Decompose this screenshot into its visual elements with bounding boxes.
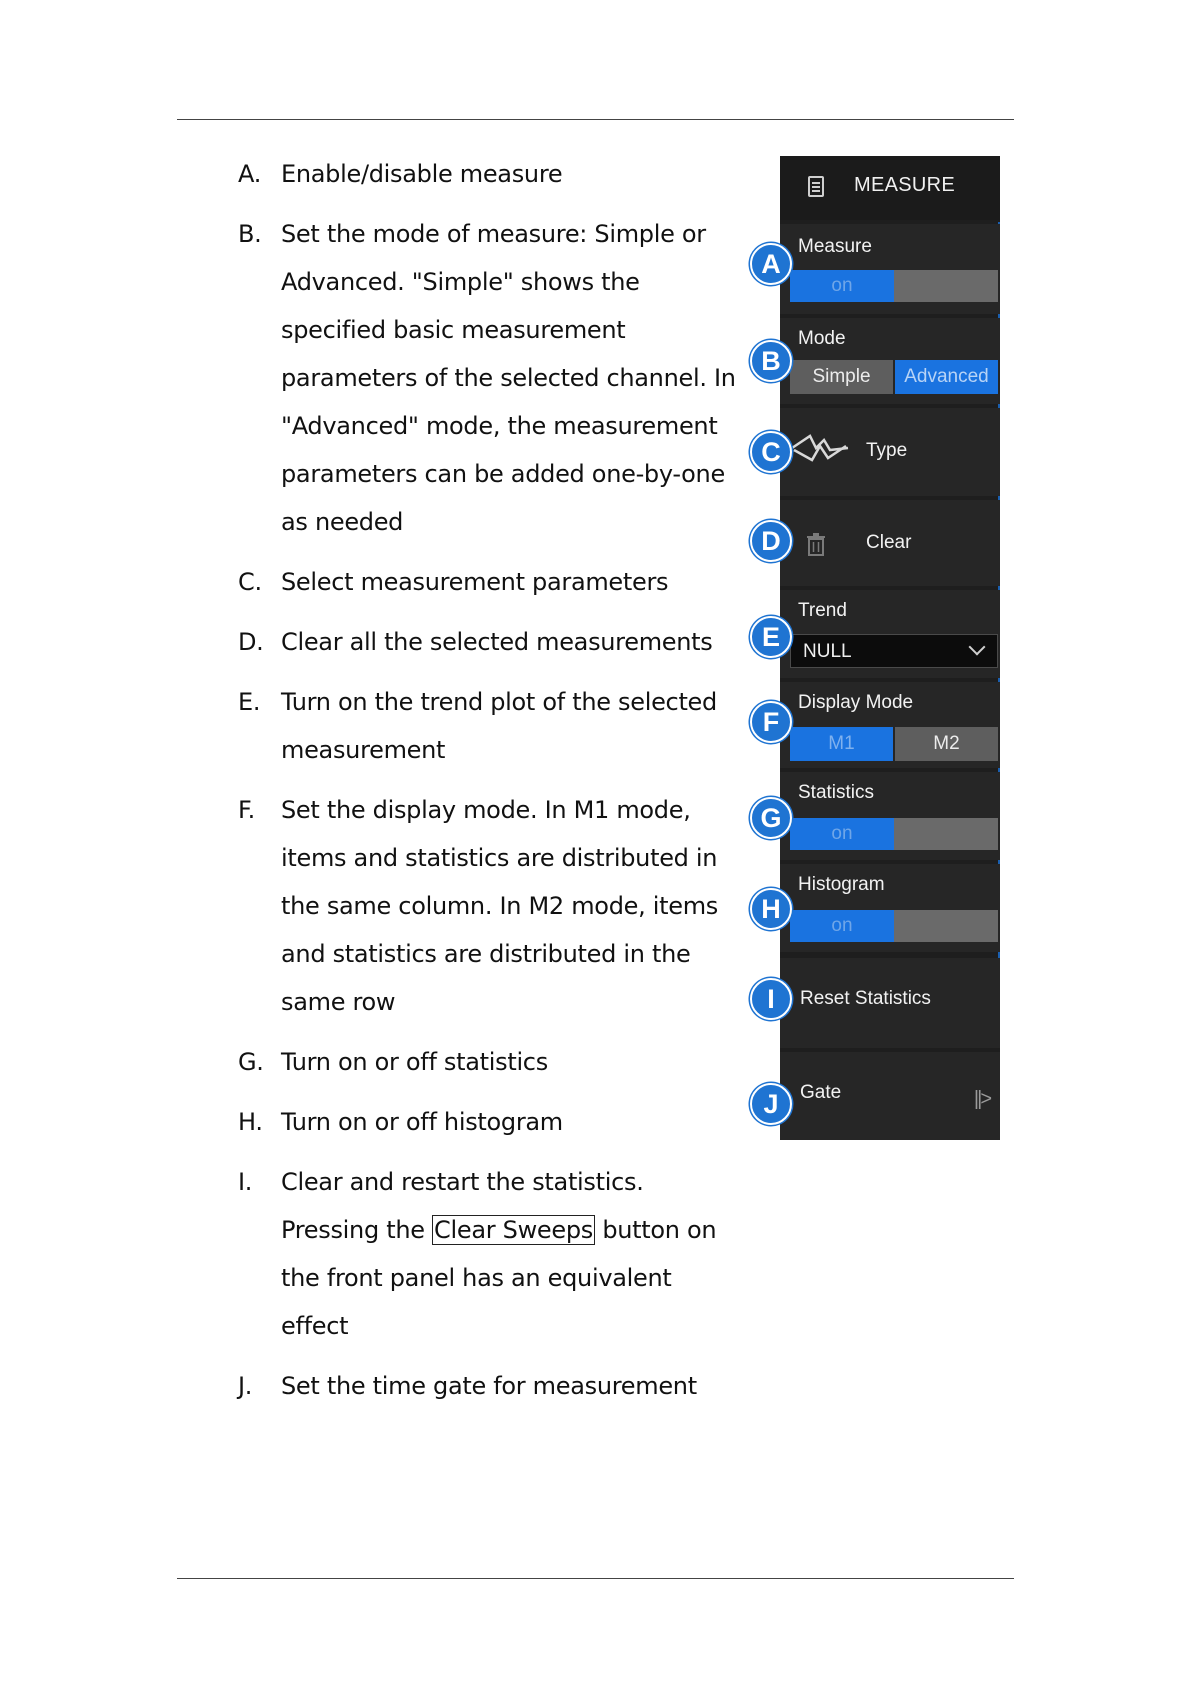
item-text: Select measurement parameters [281,568,669,596]
item-letter: D. [238,628,264,656]
gate-arrow-icon: ||> [973,1088,990,1110]
measure-label: Measure [798,236,872,257]
item-text: Set the mode of measure: Simple or Advanced. "Simple" shows the specified basic measurement parameters of the selected channel. In "Advanced" mode, the measurement parameters can be added one-by-one as needed [281,220,736,536]
callout-badge-g: G [750,797,792,839]
list-item-e [238,678,738,774]
footer-rule [177,1578,1014,1579]
item-text [281,1158,738,1350]
callout-badge-b: B [750,340,792,382]
list-item-f [238,786,738,1026]
waveform-type-icon [790,430,850,466]
item-letter: F. [238,796,255,824]
menu-header [780,156,1000,220]
measure-menu-icon [808,176,824,197]
type-button[interactable] [780,408,1000,496]
item-text: Turn on or off histogram [281,1108,563,1136]
clear-label: Clear [866,532,912,553]
list-item-b [238,210,738,546]
list-item-i [238,1158,738,1350]
measure-menu-panel [780,156,1000,1140]
histogram-label: Histogram [798,874,885,895]
measure-toggle-on: on [790,270,894,302]
menu-title: MEASURE [854,174,956,196]
item-letter: E. [238,688,261,716]
callout-badge-d: D [750,520,792,562]
item-letter: A. [238,160,262,188]
callout-badge-f: F [750,701,792,743]
chevron-down-icon [969,639,986,656]
trend-dropdown[interactable] [790,634,998,668]
trash-icon [806,532,826,556]
mode-label: Mode [798,328,846,349]
reset-statistics-label: Reset Statistics [800,988,931,1009]
list-item-c [238,558,738,606]
histogram-section [780,864,1000,952]
item-text: Turn on the trend plot of the selected measurement [281,688,717,764]
type-label: Type [866,440,908,461]
item-letter: G. [238,1048,264,1076]
measure-section [780,224,1000,314]
trend-label: Trend [798,600,847,621]
statistics-toggle-on: on [790,818,894,850]
callout-badge-j: J [750,1083,792,1125]
list-item-j [238,1362,738,1410]
display-mode-selector [790,727,998,761]
item-text: Enable/disable measure [281,160,563,188]
clear-button[interactable] [780,500,1000,586]
histogram-toggle[interactable] [790,910,998,942]
callout-badge-i: I [750,978,792,1020]
item-text: Set the time gate for measurement [281,1372,697,1400]
callout-badge-c: C [750,431,792,473]
clear-sweeps-key-label: Clear Sweeps [434,1216,593,1244]
display-mode-m1-option[interactable]: M1 [790,727,893,761]
item-text: Turn on or off statistics [281,1048,548,1076]
item-letter: I. [238,1168,253,1196]
item-letter: J. [238,1372,253,1400]
list-item-h [238,1098,738,1146]
item-letter: H. [238,1108,263,1136]
statistics-section [780,772,1000,860]
display-mode-label: Display Mode [798,692,914,713]
mode-simple-option[interactable]: Simple [790,360,893,394]
measure-toggle[interactable] [790,270,998,302]
item-text: Set the display mode. In M1 mode, items and statistics are distributed in the same column. In M2 mode, items and statistics are distributed in the same row [281,796,718,1016]
display-mode-section [780,682,1000,768]
description-list [238,150,738,1410]
gate-button[interactable] [780,1052,1000,1140]
trend-section [780,590,1000,678]
statistics-toggle[interactable] [790,818,998,850]
list-item-g [238,1038,738,1086]
callout-badge-h: H [750,888,792,930]
item-text-before: Clear and restart the statistics. Pressing the [281,1168,644,1244]
statistics-label: Statistics [798,782,875,803]
reset-statistics-button[interactable] [780,958,1000,1048]
list-item-d [238,618,738,666]
item-text: Clear all the selected measurements [281,628,713,656]
mode-selector [790,360,998,394]
item-text-after: button on the front panel has an equivalent effect [281,1216,717,1340]
header-rule [177,119,1014,120]
callout-badge-e: E [750,616,792,658]
gate-label: Gate [800,1082,842,1103]
callout-badge-a: A [750,243,792,285]
trend-value: NULL [803,641,852,662]
mode-advanced-option[interactable]: Advanced [895,360,998,394]
item-letter: B. [238,220,262,248]
display-mode-m2-option[interactable]: M2 [895,727,998,761]
list-item-a [238,150,738,198]
item-letter: C. [238,568,262,596]
mode-section [780,318,1000,404]
histogram-toggle-on: on [790,910,894,942]
